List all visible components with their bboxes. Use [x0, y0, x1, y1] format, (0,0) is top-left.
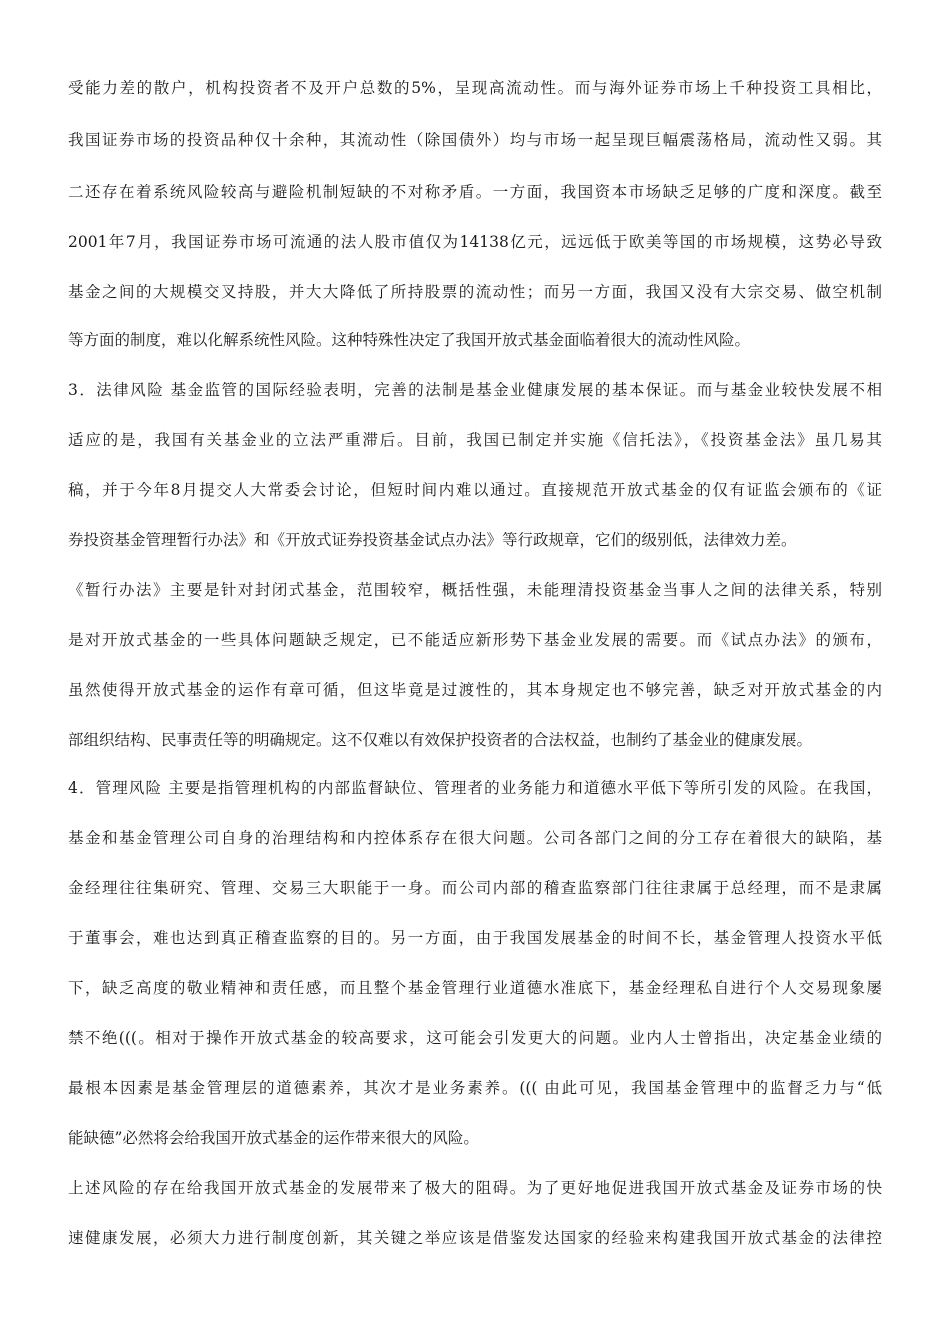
text-line: 4．管理风险 主要是指管理机构的内部监督缺位、管理者的业务能力和道德水平低下等所引发的风险。在我国， — [68, 779, 882, 797]
text-line: 受能力差的散户，机构投资者不及开户总数的5%，呈现高流动性。而与海外证券市场上千种投资工具相比， — [68, 79, 882, 97]
text-line: 速健康发展，必须大力进行制度创新，其关键之举应该是借鉴发达国家的经验来构建我国开放式基金的法律控 — [68, 1229, 882, 1247]
text-line: 能缺德”必然将会给我国开放式基金的运作带来很大的风险。 — [68, 1129, 479, 1147]
text-line: 禁不绝(((。相对于操作开放式基金的较高要求，这可能会引发更大的问题。业内人士曾指出，决定基金业绩的 — [68, 1029, 882, 1047]
text-line: 我国证券市场的投资品种仅十余种，其流动性（除国债外）均与市场一起呈现巨幅震荡格局，流动性又弱。其 — [68, 131, 882, 149]
text-line: 等方面的制度，难以化解系统性风险。这种特殊性决定了我国开放式基金面临着很大的流动性风险。 — [68, 331, 751, 349]
text-line: 券投资基金管理暂行办法》和《开放式证券投资基金试点办法》等行政规章，它们的级别低，法律效力差。 — [68, 531, 797, 549]
text-line: 《暂行办法》主要是针对封闭式基金，范围较窄，概括性强，未能理清投资基金当事人之间的法律关系，特别 — [68, 581, 882, 599]
text-line: 金经理往往集研究、管理、交易三大职能于一身。而公司内部的稽查监察部门往往隶属于总经理，而不是隶属 — [68, 879, 882, 897]
text-line: 二还存在着系统风险较高与避险机制短缺的不对称矛盾。一方面，我国资本市场缺乏足够的广度和深度。截至 — [68, 183, 882, 201]
text-line: 3．法律风险 基金监管的国际经验表明，完善的法制是基金业健康发展的基本保证。而与基金业较快发展不相 — [68, 381, 882, 399]
text-line: 基金之间的大规模交叉持股，并大大降低了所持股票的流动性；而另一方面，我国又没有大宗交易、做空机制 — [68, 283, 882, 301]
text-line: 是对开放式基金的一些具体问题缺乏规定，已不能适应新形势下基金业发展的需要。而《试点办法》的颁布， — [68, 631, 882, 649]
text-line: 2001年7月，我国证券市场可流通的法人股市值仅为14138亿元，远远低于欧美等国的市场规模，这势必导致 — [68, 233, 882, 251]
text-line: 虽然使得开放式基金的运作有章可循，但这毕竟是过渡性的，其本身规定也不够完善，缺乏对开放式基金的内 — [68, 681, 882, 699]
text-line: 适应的是，我国有关基金业的立法严重滞后。目前，我国已制定并实施《信托法》，《投资基金法》虽几易其 — [68, 431, 882, 449]
text-line: 上述风险的存在给我国开放式基金的发展带来了极大的阻碍。为了更好地促进我国开放式基金及证券市场的快 — [68, 1179, 882, 1197]
text-line: 稿，并于今年8月提交人大常委会讨论，但短时间内难以通过。直接规范开放式基金的仅有证监会颁布的《证 — [68, 481, 882, 499]
text-line: 下，缺乏高度的敬业精神和责任感，而且整个基金管理行业道德水准底下，基金经理私自进行个人交易现象屡 — [68, 979, 882, 997]
text-line: 基金和基金管理公司自身的治理结构和内控体系存在很大问题。公司各部门之间的分工存在着很大的缺陷，基 — [68, 829, 882, 847]
text-line: 最根本因素是基金管理层的道德素养，其次才是业务素养。((( 由此可见，我国基金管理中的监督乏力与“低 — [68, 1079, 882, 1097]
text-line: 部组织结构、民事责任等的明确规定。这不仅难以有效保护投资者的合法权益，也制约了基金业的健康发展。 — [68, 731, 813, 749]
text-line: 于董事会，难也达到真正稽查监察的目的。另一方面，由于我国发展基金的时间不长，基金管理人投资水平低 — [68, 929, 882, 947]
